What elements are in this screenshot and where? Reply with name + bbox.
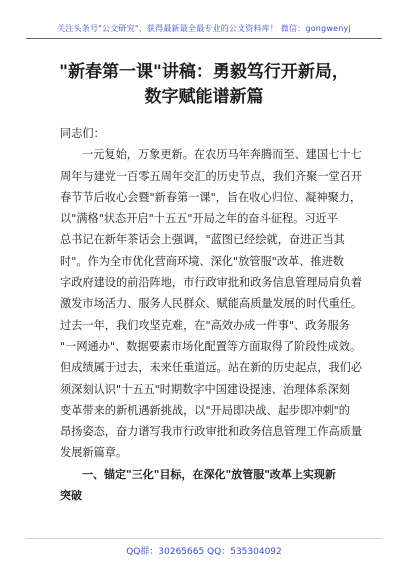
body-line: 发展新篇章。 bbox=[60, 446, 128, 460]
title-line-1: "新春第一课"讲稿：勇毅笃行开新局， bbox=[59, 62, 349, 82]
body-line: 变革带来的新机遇新挑战，以"开局即决战、起步即冲刺"的 bbox=[60, 403, 350, 417]
body-line: 但成绩属于过去，未来任重道远。站在新的历史起点，我们必 bbox=[60, 361, 363, 375]
document-title bbox=[20, 60, 388, 110]
body-line: 过去一年，我们攻坚克难，在"高效办成一件事"、政务服务 bbox=[60, 318, 350, 332]
body-line: 昂扬姿态，奋力谱写我市行政审批和政务信息管理工作高质量 bbox=[60, 425, 363, 439]
document-body bbox=[60, 123, 363, 506]
section-heading: 一、锚定"三化"目标，在深化"放管服"改革上实现新 bbox=[82, 467, 336, 481]
section-heading-continued: 突破 bbox=[60, 489, 82, 503]
body-line: 以"满格"状态开启"十五五"开局之年的奋斗征程。习近平 bbox=[60, 212, 338, 226]
salutation: 同志们： bbox=[60, 127, 105, 140]
body-line: 一元复始，万象更新。在农历马年奔腾而至、建国七十七 bbox=[82, 148, 362, 162]
header-note: 关注头条号"公文研究"，获得最新最全最专业的公文资料库！ 微信：gongwenyj bbox=[57, 24, 351, 33]
body-line: "一网通办"、数据要素市场化配置等方面取得了阶段性成效。 bbox=[60, 339, 362, 353]
body-line: 激发市场活力、服务人民群众、赋能高质量发展的时代重任。 bbox=[60, 297, 363, 311]
footer-divider bbox=[26, 538, 382, 539]
body-line: 春节节后收心会暨"新春第一课"，旨在收心归位、凝神聚力， bbox=[60, 190, 362, 204]
body-line: 须深刻认识"十五五"时期数字中国建设提速、治理体系深刻 bbox=[60, 382, 350, 396]
body-line: 时"。作为全市优化营商环境、深化"放管服"改革、推进数 bbox=[60, 254, 344, 268]
title-line-2: 数字赋能谱新篇 bbox=[144, 87, 264, 107]
footer-note: QQ群：30265665 QQ：535304092 bbox=[126, 547, 282, 557]
body-line: 周年与建党一百零五周年交汇的历史节点，我们齐聚一堂召开 bbox=[60, 169, 363, 183]
header-divider bbox=[26, 38, 382, 39]
body-line: 总书记在新年茶话会上强调，"蓝图已经绘就，奋进正当其 bbox=[60, 233, 345, 247]
body-line: 字政府建设的前沿阵地，市行政审批和政务信息管理局肩负着 bbox=[60, 276, 363, 290]
